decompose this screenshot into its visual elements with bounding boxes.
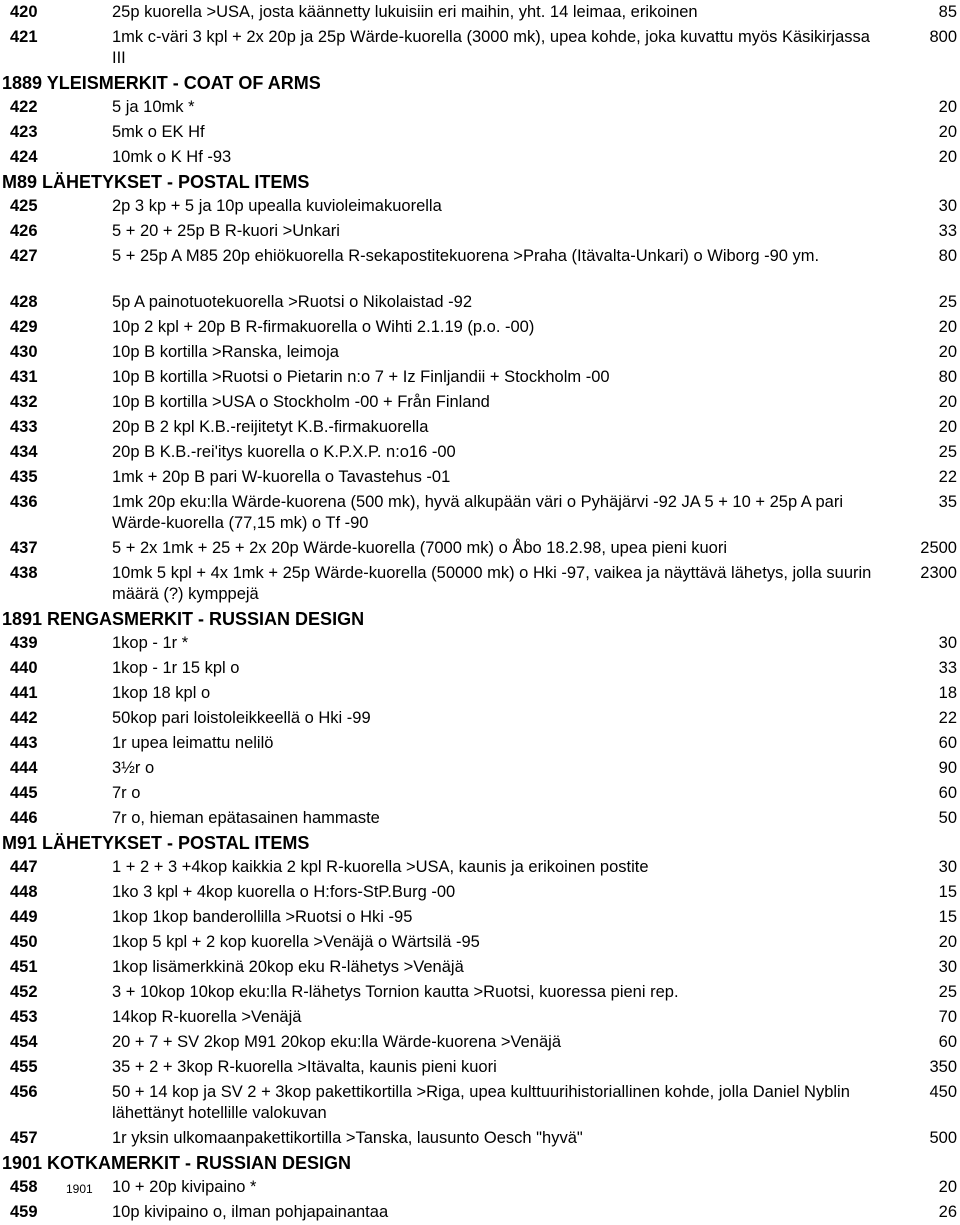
lot-row (0, 1005, 960, 1030)
lot-description: 35 + 2 + 3kop R-kuorella >Itävalta, kaunis pieni kuori (112, 1058, 497, 1076)
lot-price: 22 (938, 709, 957, 727)
lot-description: 20p B K.B.-rei'itys kuorella o K.P.X.P. n:o16 -00 (112, 443, 456, 461)
lot-row (0, 806, 960, 831)
lot-row (0, 219, 960, 244)
lot-row (0, 731, 960, 756)
lot-number: 453 (10, 1008, 38, 1026)
lot-row (0, 95, 960, 120)
lot-description: 5p A painotuotekuorella >Ruotsi o Nikolaistad -92 (112, 293, 473, 311)
lot-number: 440 (10, 659, 38, 677)
section-heading (0, 607, 960, 631)
section-heading-text: 1889 YLEISMERKIT - COAT OF ARMS (2, 73, 321, 93)
lot-number: 421 (10, 28, 38, 46)
lot-number: 446 (10, 809, 38, 827)
lot-price: 90 (938, 759, 957, 777)
lot-description: 1mk c-väri 3 kpl + 2x 20p ja 25p Wärde-kuorella (3000 mk), upea kohde, joka kuvattu myös Käsikirjassa III (112, 28, 870, 67)
lot-description: 1mk + 20p B pari W-kuorella o Tavastehus -01 (112, 468, 451, 486)
lot-price: 20 (938, 148, 957, 166)
lot-price: 2300 (920, 564, 957, 582)
lot-price: 350 (929, 1058, 957, 1076)
lot-number: 435 (10, 468, 38, 486)
lot-number: 447 (10, 858, 38, 876)
lot-price: 60 (938, 784, 957, 802)
lot-price: 18 (938, 684, 957, 702)
lot-number: 459 (10, 1203, 38, 1221)
lot-description: 5 ja 10mk * (112, 98, 195, 116)
lot-price: 33 (938, 222, 957, 240)
lot-description: 3 + 10kop 10kop eku:lla R-lähetys Tornion kautta >Ruotsi, kuoressa pieni rep. (112, 983, 679, 1001)
lot-row (0, 120, 960, 145)
lot-row (0, 145, 960, 170)
lot-number: 428 (10, 293, 38, 311)
lot-year-prefix: 1901 (66, 1182, 93, 1196)
lot-row (0, 25, 960, 71)
lot-price: 25 (938, 983, 957, 1001)
lot-row (0, 365, 960, 390)
section-heading-text: 1891 RENGASMERKIT - RUSSIAN DESIGN (2, 609, 365, 629)
lot-description: 7r o (112, 784, 141, 802)
lot-price: 70 (938, 1008, 957, 1026)
lot-row (0, 631, 960, 656)
lot-row (0, 855, 960, 880)
lot-number: 444 (10, 759, 38, 777)
lot-price: 60 (938, 734, 957, 752)
lot-number: 438 (10, 564, 38, 582)
lot-row (0, 290, 960, 315)
lot-number: 431 (10, 368, 38, 386)
lot-row (0, 681, 960, 706)
lot-number: 441 (10, 684, 38, 702)
lot-number: 439 (10, 634, 38, 652)
section-heading-text: 1901 KOTKAMERKIT - RUSSIAN DESIGN (2, 1153, 352, 1173)
lot-number: 433 (10, 418, 38, 436)
lot-description: 5 + 25p A M85 20p ehiökuorella R-sekapostitekuorena >Praha (Itävalta-Unkari) o Wiborg -90 ym. (112, 247, 820, 265)
lot-number: 425 (10, 197, 38, 215)
lot-number: 422 (10, 98, 38, 116)
lot-price: 85 (938, 3, 957, 21)
lot-price: 20 (938, 1178, 957, 1196)
lot-number: 454 (10, 1033, 38, 1051)
lot-row (0, 440, 960, 465)
lot-description: 1ko 3 kpl + 4kop kuorella o H:fors-StP.Burg -00 (112, 883, 456, 901)
lot-price: 20 (938, 418, 957, 436)
lot-description: 1kop 1kop banderollilla >Ruotsi o Hki -95 (112, 908, 413, 926)
lot-price: 20 (938, 318, 957, 336)
lot-price: 15 (938, 883, 957, 901)
lot-price: 35 (938, 493, 957, 511)
lot-number: 448 (10, 883, 38, 901)
lot-row (0, 194, 960, 219)
lot-description: 10 + 20p kivipaino * (112, 1178, 257, 1196)
lot-price: 30 (938, 634, 957, 652)
lot-description: 14kop R-kuorella >Venäjä (112, 1008, 302, 1026)
lot-price: 450 (929, 1083, 957, 1101)
lot-description: 10p kivipaino o, ilman pohjapainantaa (112, 1203, 389, 1221)
lot-number: 442 (10, 709, 38, 727)
lot-row (0, 781, 960, 806)
lot-price: 26 (938, 1203, 957, 1221)
lot-description: 1kop 18 kpl o (112, 684, 211, 702)
lot-description: 5 + 2x 1mk + 25 + 2x 20p Wärde-kuorella (7000 mk) o Åbo 18.2.98, upea pieni kuori (112, 539, 727, 557)
lot-row (0, 1126, 960, 1151)
lot-number: 458 (10, 1178, 38, 1196)
lot-price: 22 (938, 468, 957, 486)
lot-description: 20p B 2 kpl K.B.-reijitetyt K.B.-firmakuorella (112, 418, 429, 436)
lot-description: 50kop pari loistoleikkeellä o Hki -99 (112, 709, 371, 727)
lot-row (0, 1200, 960, 1225)
lot-description: 10p B kortilla >Ranska, leimoja (112, 343, 339, 361)
lot-price: 20 (938, 933, 957, 951)
lot-description: 2p 3 kp + 5 ja 10p upealla kuvioleimakuorella (112, 197, 442, 215)
lot-price: 500 (929, 1129, 957, 1147)
lot-row (0, 930, 960, 955)
lot-row (0, 656, 960, 681)
lot-number: 423 (10, 123, 38, 141)
lot-number: 449 (10, 908, 38, 926)
lot-number: 432 (10, 393, 38, 411)
lot-number: 430 (10, 343, 38, 361)
lot-number: 436 (10, 493, 38, 511)
lot-row (0, 0, 960, 25)
section-heading-text: M89 LÄHETYKSET - POSTAL ITEMS (2, 172, 310, 192)
lot-price: 30 (938, 858, 957, 876)
lot-description: 1kop lisämerkkinä 20kop eku R-lähetys >Venäjä (112, 958, 464, 976)
lot-price: 800 (929, 28, 957, 46)
lot-price: 25 (938, 293, 957, 311)
lot-number: 437 (10, 539, 38, 557)
lot-description: 10p 2 kpl + 20p B R-firmakuorella o Wihti 2.1.19 (p.o. -00) (112, 318, 535, 336)
lot-description: 20 + 7 + SV 2kop M91 20kop eku:lla Wärde-kuorena >Venäjä (112, 1033, 562, 1051)
section-heading (0, 1151, 960, 1175)
lot-number: 445 (10, 784, 38, 802)
lot-row (0, 1175, 960, 1200)
lot-description: 1kop - 1r 15 kpl o (112, 659, 240, 677)
lot-price: 60 (938, 1033, 957, 1051)
lot-description: 1r yksin ulkomaanpakettikortilla >Tanska, lausunto Oesch "hyvä" (112, 1129, 583, 1147)
lot-description: 1 + 2 + 3 +4kop kaikkia 2 kpl R-kuorella >USA, kaunis ja erikoinen postite (112, 858, 649, 876)
lot-row (0, 465, 960, 490)
lot-description: 5 + 20 + 25p B R-kuori >Unkari (112, 222, 340, 240)
lot-description: 50 + 14 kop ja SV 2 + 3kop pakettikortilla >Riga, upea kulttuurihistoriallinen kohde, jolla Daniel Nyblin lähettänyt hotellille valokuvan (112, 1083, 850, 1122)
section-heading (0, 170, 960, 194)
lot-price: 50 (938, 809, 957, 827)
lot-row (0, 244, 960, 290)
lot-row (0, 980, 960, 1005)
lot-number: 457 (10, 1129, 38, 1147)
lot-description: 3½r o (112, 759, 155, 777)
lot-number: 426 (10, 222, 38, 240)
lot-row (0, 1055, 960, 1080)
section-heading-text: M91 LÄHETYKSET - POSTAL ITEMS (2, 833, 310, 853)
lot-price: 30 (938, 958, 957, 976)
lot-description: 1kop 5 kpl + 2 kop kuorella >Venäjä o Wärtsilä -95 (112, 933, 480, 951)
lot-number: 420 (10, 3, 38, 21)
lot-row (0, 955, 960, 980)
lot-description: 10p B kortilla >Ruotsi o Pietarin n:o 7 + Iz Finljandii + Stockholm -00 (112, 368, 610, 386)
lot-row (0, 536, 960, 561)
lot-number: 455 (10, 1058, 38, 1076)
section-heading (0, 71, 960, 95)
lot-description: 5mk o EK Hf (112, 123, 205, 141)
lot-number: 434 (10, 443, 38, 461)
lot-price: 25 (938, 443, 957, 461)
lot-row (0, 490, 960, 536)
lot-number: 429 (10, 318, 38, 336)
lot-row (0, 756, 960, 781)
lot-row (0, 706, 960, 731)
lot-price: 30 (938, 197, 957, 215)
lot-row (0, 390, 960, 415)
section-heading (0, 831, 960, 855)
lot-price: 33 (938, 659, 957, 677)
lot-price: 2500 (920, 539, 957, 557)
lot-number: 443 (10, 734, 38, 752)
lot-price: 20 (938, 343, 957, 361)
lot-price: 20 (938, 393, 957, 411)
lot-description: 25p kuorella >USA, josta käännetty lukuisiin eri maihin, yht. 14 leimaa, erikoinen (112, 3, 698, 21)
lot-description: 1kop - 1r * (112, 634, 189, 652)
lot-number: 424 (10, 148, 38, 166)
lot-description: 10mk o K Hf -93 (112, 148, 232, 166)
lot-price: 15 (938, 908, 957, 926)
lot-number: 456 (10, 1083, 38, 1101)
lot-row (0, 415, 960, 440)
lot-row (0, 880, 960, 905)
lot-description: 10mk 5 kpl + 4x 1mk + 25p Wärde-kuorella (50000 mk) o Hki -97, vaikea ja näyttävä lähetys, jolla suurin määrä (?) kymppejä (112, 564, 872, 603)
lot-row (0, 315, 960, 340)
lot-price: 80 (938, 368, 957, 386)
lot-price: 80 (938, 247, 957, 265)
lot-number: 451 (10, 958, 38, 976)
lot-description: 7r o, hieman epätasainen hammaste (112, 809, 380, 827)
lot-number: 427 (10, 247, 38, 265)
lot-number: 450 (10, 933, 38, 951)
lot-row (0, 340, 960, 365)
lot-row (0, 905, 960, 930)
lot-row (0, 1030, 960, 1055)
lot-price: 20 (938, 98, 957, 116)
lot-description: 1mk 20p eku:lla Wärde-kuorena (500 mk), hyvä alkupään väri o Pyhäjärvi -92 JA 5 + 10 + 25p A pari Wärde-kuorella (77,15 mk) o Tf -90 (112, 493, 843, 532)
lot-number: 452 (10, 983, 38, 1001)
lot-price: 20 (938, 123, 957, 141)
lot-row (0, 561, 960, 607)
lot-description: 10p B kortilla >USA o Stockholm -00 + Från Finland (112, 393, 490, 411)
lot-description: 1r upea leimattu nelilö (112, 734, 274, 752)
lot-row (0, 1080, 960, 1126)
